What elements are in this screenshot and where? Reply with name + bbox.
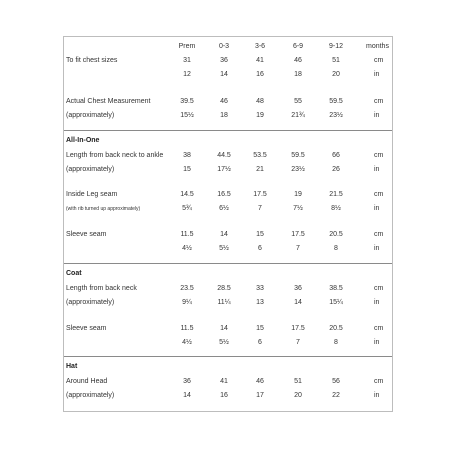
row-value: 14	[183, 392, 191, 399]
row-value: 14	[220, 325, 228, 332]
row-label: Around Head	[66, 378, 108, 385]
row-value: 41	[256, 57, 264, 64]
header-size-prem: Prem	[178, 43, 196, 50]
row-label: (approximately)	[66, 392, 115, 399]
row-unit: in	[374, 205, 380, 212]
table-header-row	[64, 42, 392, 52]
row-unit: cm	[374, 378, 384, 385]
row-value: 39.5	[180, 98, 194, 105]
row-value: 38	[183, 152, 191, 159]
row-unit: cm	[374, 191, 384, 198]
row-unit: cm	[374, 231, 384, 238]
header-size-3-6: 3-6	[254, 43, 266, 50]
row-value: 4½	[182, 245, 192, 252]
row-value: 17.5	[291, 325, 305, 332]
table-row	[64, 377, 392, 387]
table-row	[64, 70, 392, 80]
row-value: 46	[256, 378, 264, 385]
row-value: 23½	[291, 166, 305, 173]
row-value: 15	[183, 166, 191, 173]
row-value: 15	[256, 231, 264, 238]
row-value: 7	[296, 245, 300, 252]
row-value: 14	[220, 231, 228, 238]
row-value: 31	[183, 57, 191, 64]
header-size-0-3: 0-3	[218, 43, 230, 50]
row-value: 17	[256, 392, 264, 399]
row-unit: cm	[374, 152, 384, 159]
table-row	[64, 338, 392, 348]
row-value: 7	[258, 205, 262, 212]
row-value: 6	[258, 245, 262, 252]
row-value: 20.5	[329, 231, 343, 238]
row-value: 46	[220, 98, 228, 105]
row-value: 22	[332, 392, 340, 399]
row-value: 59.5	[329, 98, 343, 105]
row-value: 21¾	[291, 112, 305, 119]
section-heading-coat: Coat	[66, 270, 82, 277]
table-row	[64, 298, 392, 308]
row-value: 7	[296, 339, 300, 346]
header-size-6-9: 6-9	[292, 43, 304, 50]
table-row	[64, 244, 392, 254]
row-value: 5½	[219, 245, 229, 252]
row-unit: in	[374, 392, 380, 399]
section-divider	[64, 356, 392, 357]
row-value: 33	[256, 285, 264, 292]
row-unit: cm	[374, 325, 384, 332]
row-value: 59.5	[291, 152, 305, 159]
row-value: 18	[220, 112, 228, 119]
row-unit: in	[374, 245, 380, 252]
row-label: (approximately)	[66, 299, 115, 306]
row-value: 14	[294, 299, 302, 306]
row-value: 21	[256, 166, 264, 173]
row-label: (with rib turned up approximately)	[66, 206, 141, 212]
row-value: 36	[220, 57, 228, 64]
section-divider	[64, 130, 392, 131]
table-row	[64, 324, 392, 334]
row-value: 6½	[219, 205, 229, 212]
row-value: 8½	[331, 205, 341, 212]
row-value: 51	[332, 57, 340, 64]
row-label: Sleeve seam	[66, 231, 107, 238]
row-value: 44.5	[217, 152, 231, 159]
row-value: 21.5	[329, 191, 343, 198]
row-value: 23.5	[180, 285, 194, 292]
row-value: 36	[183, 378, 191, 385]
row-label: To fit chest sizes	[66, 57, 118, 64]
row-value: 19	[294, 191, 302, 198]
row-label: Sleeve seam	[66, 325, 107, 332]
row-value: 11¼	[217, 299, 231, 306]
row-value: 41	[220, 378, 228, 385]
row-label: Inside Leg seam	[66, 191, 118, 198]
row-label: (approximately)	[66, 112, 115, 119]
row-value: 4½	[182, 339, 192, 346]
row-value: 6	[258, 339, 262, 346]
table-row	[64, 391, 392, 401]
table-row	[64, 151, 392, 161]
row-value: 26	[332, 166, 340, 173]
row-label: Length from back neck	[66, 285, 137, 292]
table-row	[64, 204, 392, 214]
row-unit: in	[374, 299, 380, 306]
table-top-rule	[64, 36, 392, 37]
section-divider	[64, 263, 392, 264]
row-value: 56	[332, 378, 340, 385]
row-value: 66	[332, 152, 340, 159]
row-unit: cm	[374, 98, 384, 105]
row-value: 14	[220, 71, 228, 78]
row-value: 19	[256, 112, 264, 119]
row-unit: in	[374, 112, 380, 119]
row-value: 53.5	[253, 152, 267, 159]
row-value: 8	[334, 339, 338, 346]
row-value: 23½	[329, 112, 343, 119]
row-value: 55	[294, 98, 302, 105]
row-label: Actual Chest Measurement	[66, 98, 151, 105]
row-value: 5½	[219, 339, 229, 346]
row-label: Length from back neck to ankle	[66, 152, 164, 159]
table-row	[64, 56, 392, 66]
row-value: 11.5	[180, 325, 194, 332]
row-value: 48	[256, 98, 264, 105]
row-value: 46	[294, 57, 302, 64]
row-value: 36	[294, 285, 302, 292]
row-value: 14.5	[180, 191, 194, 198]
row-unit: in	[374, 339, 380, 346]
row-unit: cm	[374, 285, 384, 292]
row-value: 15¼	[329, 299, 343, 306]
row-value: 17½	[217, 166, 231, 173]
section-heading-hat: Hat	[66, 363, 78, 370]
row-unit: in	[374, 71, 380, 78]
row-value: 5¾	[182, 205, 192, 212]
table-row	[64, 284, 392, 294]
row-value: 18	[294, 71, 302, 78]
row-value: 9¼	[182, 299, 192, 306]
row-value: 20.5	[329, 325, 343, 332]
row-unit: in	[374, 166, 380, 173]
table-row	[64, 97, 392, 107]
table-row	[64, 111, 392, 121]
row-value: 38.5	[329, 285, 343, 292]
row-value: 15	[256, 325, 264, 332]
header-unit: months	[366, 43, 389, 50]
row-value: 13	[256, 299, 264, 306]
row-value: 8	[334, 245, 338, 252]
table-row	[64, 165, 392, 175]
row-value: 17.5	[253, 191, 267, 198]
table-bottom-rule	[64, 411, 392, 412]
row-value: 11.5	[180, 231, 194, 238]
table-row	[64, 190, 392, 200]
row-label: (approximately)	[66, 166, 115, 173]
row-value: 16.5	[217, 191, 231, 198]
header-size-9-12: 9-12	[328, 43, 343, 50]
row-value: 7½	[293, 205, 303, 212]
row-unit: cm	[374, 57, 384, 64]
row-value: 17.5	[291, 231, 305, 238]
size-chart-table	[63, 36, 393, 412]
row-value: 15½	[180, 112, 194, 119]
row-value: 20	[332, 71, 340, 78]
row-value: 16	[256, 71, 264, 78]
row-value: 51	[294, 378, 302, 385]
row-value: 28.5	[217, 285, 231, 292]
table-row	[64, 230, 392, 240]
row-value: 20	[294, 392, 302, 399]
row-value: 12	[183, 71, 191, 78]
section-heading-all-in-one: All-In-One	[66, 137, 100, 144]
row-value: 16	[220, 392, 228, 399]
